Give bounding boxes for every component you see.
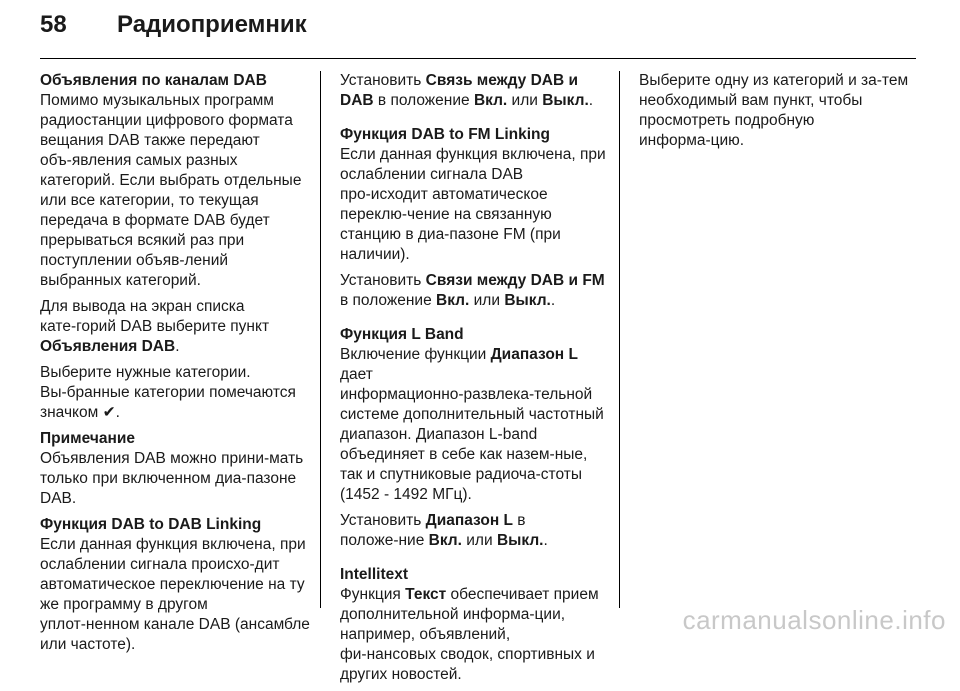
paragraph-text: Установить (340, 512, 422, 529)
paragraph-text: Выберите нужные категории. Вы‑бранные категории помечаются значком (40, 364, 296, 421)
paragraph-text: Включение функции (340, 346, 487, 363)
paragraph: Если данная функция включена, при ослаблении сигнала DAB про‑исходит автоматическое переклю‑чение на связанную станцию в диа‑пазоне FM (при наличии). (340, 146, 606, 263)
column-right (639, 71, 909, 157)
paragraph-text: в положение (340, 292, 432, 309)
paragraph-text: в положение (377, 92, 470, 109)
paragraph (40, 297, 310, 357)
paragraph (340, 511, 610, 551)
punctuation: . (550, 292, 556, 309)
setting-ref: Диапазон L (490, 346, 578, 363)
paragraph-text: в положе‑ние (340, 512, 526, 549)
setting-ref: Связь между DAB и DAB (340, 72, 579, 109)
paragraph (340, 271, 610, 311)
section-heading-dab-linking: Функция DAB to DAB Linking (40, 516, 262, 533)
paragraph-text: или (466, 532, 493, 549)
page-title: Радиоприемник (117, 11, 307, 38)
option-off: Выкл. (504, 292, 551, 309)
punctuation: . (588, 92, 594, 109)
paragraph: Если данная функция включена, при ослаблении сигнала происхо‑дит автоматическое переключение на ту же программу в другом уплот‑ненном канале DAB (ансамбле или частоте). (40, 536, 310, 653)
section-heading-intellitext: Intellitext (340, 566, 409, 583)
column-divider (320, 71, 321, 608)
paragraph-text: обеспечивает прием дополнительной информа‑ции, например, объявлений, фи‑нансовых сводок, спортивных и других новостей. (340, 586, 599, 683)
punctuation: . (543, 532, 548, 549)
note-box (40, 429, 310, 509)
section-heading-dab-announcements: Объявления по каналам DAB (40, 72, 267, 89)
header-divider (40, 58, 916, 59)
section-heading-fm-linking: Функция DAB to FM Linking (340, 126, 550, 143)
paragraph-text: дает информационно‑развлека‑тельной системе дополнительный частотный диапазон. Диапазон L‑band объединяет в себе как назем‑ные, так и спутниковые радиоча‑стоты (1452 - 1492 МГц). (340, 366, 604, 503)
paragraph: Выберите одну из категорий и за‑тем необходимый вам пункт, чтобы просмотреть подробную информа‑цию. (639, 72, 909, 149)
punctuation: . (175, 338, 180, 355)
paragraph (40, 363, 310, 423)
setting-ref: Связи между DAB и FM (425, 272, 605, 289)
note-heading: Примечание (40, 430, 135, 447)
option-on: Вкл. (436, 292, 470, 309)
paragraph-text: Функция (340, 586, 401, 603)
column-left (40, 71, 310, 661)
paragraph-text: Установить (340, 72, 422, 89)
setting-ref: Диапазон L (425, 512, 513, 529)
option-off: Выкл. (496, 532, 544, 549)
option-on: Вкл. (428, 532, 462, 549)
column-middle (340, 71, 610, 691)
punctuation: . (115, 404, 120, 421)
watermark: carmanualsonline.info (682, 605, 946, 635)
setting-ref: Текст (405, 586, 447, 603)
menu-item-ref: Объявления DAB (40, 338, 176, 355)
section-heading-l-band: Функция L Band (340, 326, 464, 343)
option-on: Вкл. (473, 92, 508, 109)
column-divider (619, 71, 620, 608)
paragraph-text: Для вывода на экран списка кате‑горий DAB выберите пункт (40, 298, 270, 335)
paragraph (340, 345, 610, 505)
note-text: Объявления DAB можно прини‑мать только при включенном диа‑пазоне DAB. (40, 450, 304, 507)
paragraph-text: Установить (340, 272, 422, 289)
page-number: 58 (40, 11, 67, 38)
paragraph-text: или (511, 92, 538, 109)
option-off: Выкл. (542, 92, 589, 109)
paragraph (340, 71, 610, 111)
paragraph-text: или (473, 292, 501, 309)
paragraph: Помимо музыкальных программ радиостанции цифрового формата вещания DAB также передают объ‑явления самых разных категорий. Если выбрать отдельные или все категории, то текущая передача в формате DAB будет прерываться всякий раз при поступлении объяв‑лений выбранных категорий. (40, 92, 302, 289)
checkmark-icon: ✔ (102, 404, 116, 421)
paragraph (340, 585, 610, 685)
